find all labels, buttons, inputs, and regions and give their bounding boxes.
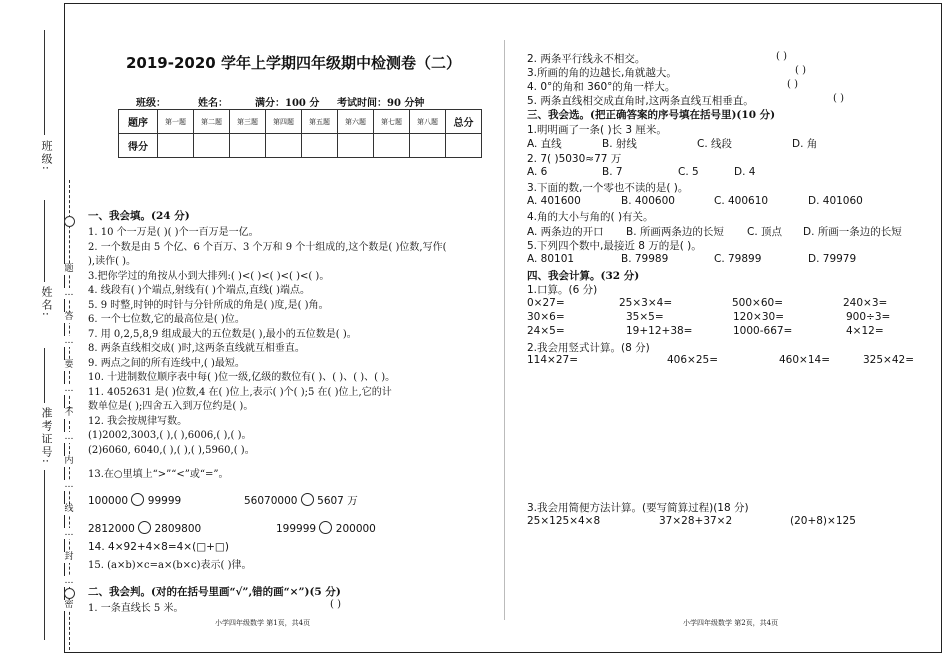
oral-item: 25×3×4=	[619, 297, 673, 309]
question-8: 8. 两条直线相交成( )时,这两条直线就互相垂直。	[88, 343, 305, 354]
score-cell[interactable]	[158, 134, 194, 158]
score-cell[interactable]	[446, 134, 482, 158]
question-2: 2. 一个数是由 5 个亿、6 个百万、3 个万和 9 个十组成的,这个数是( )位数,写作(	[88, 242, 447, 253]
judge-3: 3.所画的角的边越长,角就越大。	[527, 67, 677, 79]
seal-char: …	[62, 336, 76, 347]
compare-3	[88, 521, 201, 535]
score-col: 第三题	[230, 110, 266, 134]
score-cell[interactable]	[338, 134, 374, 158]
page-title: 2019-2020 学年上学期四年级期中检测卷（二）	[126, 54, 461, 72]
judge-5-paren: ( )	[833, 93, 844, 104]
seal-char: 封	[62, 552, 76, 563]
vertical-item: 406×25=	[667, 354, 718, 366]
question-3: 3.把你学过的角按从小到大排列:( )<( )<( )<( )<( )。	[88, 271, 330, 282]
mc-3-d: D. 401060	[808, 195, 863, 207]
compare-circle[interactable]	[131, 493, 144, 506]
oral-item: 4×12=	[846, 325, 884, 337]
footer-page-2: 小学四年级数学 第2页，共4页	[683, 619, 779, 627]
score-total-label: 总分	[446, 110, 482, 134]
mc-3: 3.下面的数,一个零也不读的是( )。	[527, 182, 689, 194]
question-4: 4. 线段有( )个端点,射线有( )个端点,直线( )端点。	[88, 285, 311, 296]
score-table	[118, 109, 482, 158]
question-9: 9. 两点之间的所有连线中,( )最短。	[88, 358, 245, 369]
compare-right: 5607 万	[317, 495, 358, 507]
mc-2-a: A. 6	[527, 166, 548, 178]
judge-1-paren: ( )	[330, 599, 341, 610]
seal-char: 线	[62, 504, 76, 515]
section-4-title: 四、我会计算。(32 分)	[527, 270, 640, 282]
seal-char: 内	[62, 456, 76, 467]
score-col: 第一题	[158, 110, 194, 134]
question-11-cont: 数单位是( );四舍五入到万位约是( )。	[88, 401, 254, 412]
score-col: 第六题	[338, 110, 374, 134]
question-12: 12. 我会按规律写数。	[88, 416, 188, 427]
mc-5-a: A. 80101	[527, 253, 575, 265]
question-12-2: (2)6060, 6040,( ),( ),( ),5960,( )。	[88, 445, 255, 456]
name-field: 姓名：	[198, 98, 228, 109]
calc-1-title: 1.口算。(6 分)	[527, 284, 598, 296]
vertical-item: 460×14=	[779, 354, 830, 366]
calc-3-title: 3.我会用简便方法计算。(要写简算过程)(18 分)	[527, 502, 749, 514]
mc-1-b: B. 射线	[602, 138, 637, 150]
simple-item: 37×28+37×2	[659, 515, 733, 527]
question-13: 13.在○里填上“>”“<”或“=”。	[88, 469, 229, 480]
judge-5: 5. 两条直线相交成直角时,这两条直线互相垂直。	[527, 95, 754, 107]
question-14: 14. 4×92+4×8=4×(□+□)	[88, 541, 229, 553]
compare-4	[276, 521, 376, 535]
compare-circle[interactable]	[301, 493, 314, 506]
score-col: 第七题	[374, 110, 410, 134]
seal-char: …	[62, 384, 76, 395]
exam-no-label: 准考证号:	[40, 407, 53, 465]
oral-item: 1000-667=	[733, 325, 793, 337]
mc-1-d: D. 角	[792, 138, 818, 150]
vertical-item: 114×27=	[527, 354, 578, 366]
compare-right: 99999	[147, 495, 182, 507]
score-col: 第二题	[194, 110, 230, 134]
question-12-1: (1)2002,3003,( ),( ),6006,( ),( )。	[88, 430, 252, 441]
score-cell[interactable]	[302, 134, 338, 158]
compare-left: 199999	[276, 523, 317, 535]
oral-item: 120×30=	[733, 311, 784, 323]
class-label: 班级:	[40, 140, 53, 172]
mc-2-c: C. 5	[678, 166, 699, 178]
vertical-item: 325×42=	[863, 354, 914, 366]
simple-item: (20+8)×125	[790, 515, 856, 527]
oral-item: 0×27=	[527, 297, 565, 309]
question-10: 10. 十进制数位顺序表中每( )位一级,亿级的数位有( )、( )、( )、( )。	[88, 372, 396, 383]
seal-char: …	[62, 432, 76, 443]
question-11: 11. 4052631 是( )位数,4 在( )位上,表示( )个( );5 在( )位上,它的计	[88, 387, 392, 398]
score-row-label: 得分	[119, 134, 158, 158]
full-score: 满分：100 分	[255, 98, 320, 109]
score-cell[interactable]	[194, 134, 230, 158]
score-col: 第五题	[302, 110, 338, 134]
mc-2-d: D. 4	[734, 166, 756, 178]
class-field: 班级：	[136, 98, 166, 109]
score-col: 第八题	[410, 110, 446, 134]
judge-1: 1. 一条直线长 5 米。	[88, 603, 184, 614]
oral-item: 240×3=	[843, 297, 888, 309]
mc-3-b: B. 400600	[621, 195, 675, 207]
question-1: 1. 10 个一万是( )( )个一百万是一亿。	[88, 227, 259, 238]
question-15: 15. (a×b)×c=a×(b×c)表示( )律。	[88, 560, 252, 571]
seal-char: 不	[62, 408, 76, 419]
seal-char: …	[62, 528, 76, 539]
judge-4: 4. 0°的角和 360°的角一样大。	[527, 81, 676, 93]
oral-item: 24×5=	[527, 325, 565, 337]
score-col: 第四题	[266, 110, 302, 134]
calc-2-title: 2.我会用竖式计算。(8 分)	[527, 342, 650, 354]
mc-5-c: C. 79899	[714, 253, 762, 265]
mc-1-c: C. 线段	[697, 138, 733, 150]
mc-5-d: D. 79979	[808, 253, 857, 265]
score-cell[interactable]	[374, 134, 410, 158]
mc-5: 5.下列四个数中,最接近 8 万的是( )。	[527, 240, 702, 252]
seal-char: …	[62, 576, 76, 587]
simple-item: 25×125×4×8	[527, 515, 601, 527]
question-2-cont: ),读作( )。	[88, 256, 137, 267]
seal-char: 答	[62, 312, 76, 323]
oral-item: 19+12+38=	[626, 325, 693, 337]
score-cell[interactable]	[266, 134, 302, 158]
compare-left: 2812000	[88, 523, 135, 535]
compare-left: 56070000	[244, 495, 298, 507]
footer-page-1: 小学四年级数学 第1页，共4页	[215, 619, 311, 627]
mc-4-b: B. 所画两条边的长短	[626, 226, 724, 238]
mc-4: 4.角的大小与角的( )有关。	[527, 211, 654, 223]
question-6: 6. 一个七位数,它的最高位是( )位。	[88, 314, 245, 325]
oral-item: 30×6=	[527, 311, 565, 323]
judge-2-paren: ( )	[776, 51, 787, 62]
section-1-title: 一、我会填。(24 分)	[88, 210, 190, 222]
seal-char: 密	[62, 600, 76, 611]
compare-circle[interactable]	[138, 521, 151, 534]
oral-item: 900÷3=	[846, 311, 891, 323]
score-cell[interactable]	[230, 134, 266, 158]
seal-char: 要	[62, 360, 76, 371]
seal-char: …	[62, 288, 76, 299]
mc-2: 2. 7( )5030≈77 万	[527, 153, 622, 165]
mc-2-b: B. 7	[602, 166, 623, 178]
compare-right: 200000	[335, 523, 376, 535]
judge-3-paren: ( )	[795, 65, 806, 76]
oral-item: 500×60=	[732, 297, 783, 309]
question-5: 5. 9 时整,时钟的时针与分针所成的角是( )度,是( )角。	[88, 300, 329, 311]
mc-4-d: D. 所画一条边的长短	[803, 226, 902, 238]
mc-3-a: A. 401600	[527, 195, 581, 207]
exam-time: 考试时间：90 分钟	[337, 98, 425, 109]
mc-1: 1.明明画了一条( )长 3 厘米。	[527, 124, 667, 136]
compare-2	[244, 493, 358, 508]
section-3-title: 三、我会选。(把正确答案的序号填在括号里)(10 分)	[527, 109, 776, 121]
question-7: 7. 用 0,2,5,8,9 组成最大的五位数是( ),最小的五位数是( )。	[88, 329, 357, 340]
score-cell[interactable]	[410, 134, 446, 158]
oral-item: 35×5=	[626, 311, 664, 323]
compare-1	[88, 493, 181, 507]
mc-5-b: B. 79989	[621, 253, 669, 265]
seal-char: …	[62, 480, 76, 491]
score-table-order-label: 题序	[119, 110, 158, 134]
judge-2: 2. 两条平行线永不相交。	[527, 53, 646, 65]
mc-4-c: C. 顶点	[747, 226, 783, 238]
compare-circle[interactable]	[319, 521, 332, 534]
section-2-title: 二、我会判。(对的在括号里画“√”,错的画“×”)(5 分)	[88, 586, 341, 598]
judge-4-paren: ( )	[787, 79, 798, 90]
seal-char: 题	[62, 264, 76, 275]
mc-4-a: A. 两条边的开口	[527, 226, 604, 238]
compare-left: 100000	[88, 495, 129, 507]
mc-1-a: A. 直线	[527, 138, 562, 150]
mc-3-c: C. 400610	[714, 195, 769, 207]
name-label: 姓名:	[40, 286, 53, 318]
compare-right: 2809800	[154, 523, 202, 535]
